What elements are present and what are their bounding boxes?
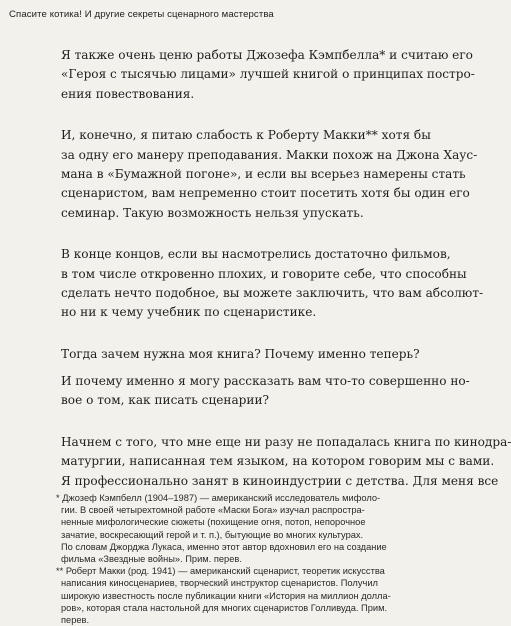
footnote	[56, 492, 387, 565]
paragraph	[61, 433, 511, 491]
text-line: В конце концов, если вы насмотрелись достаточно фильмов,	[61, 247, 451, 262]
footnote-line: зачатие, воскресающий герой и т. п.), бытующие во многих культурах.	[61, 529, 364, 540]
running-head: Спасите котика! И другие секреты сценарного мастерства	[9, 9, 274, 20]
text-line: мана в «Бумажной погоне», и если вы всерьез намерены стать	[61, 166, 466, 181]
text-line: за одну его манеру преподавания. Макки похож на Джона Хаус-	[61, 147, 478, 162]
footnote-line: перев.	[61, 615, 90, 626]
text-line: в том числе откровенно плохих, и говорите себе, что способны	[61, 266, 467, 281]
text-line: вое о том, как писать сценарии?	[61, 393, 270, 408]
footnote-line: фильма «Звездные войны». Прим. перев.	[61, 554, 242, 565]
text-line: Я также очень ценю работы Джозефа Кэмпбелла* и считаю его	[61, 48, 473, 62]
paragraph	[61, 126, 478, 223]
text-line: Начнем с того, что мне еще ни разу не попадалась книга по кинодра-	[61, 434, 511, 449]
footnote-line: написания киносценариев, творческий инструктор сценаристов. Получил	[61, 578, 378, 589]
paragraph	[61, 345, 420, 364]
body-text	[61, 46, 511, 491]
footnotes	[56, 492, 391, 626]
text-line: И почему именно я могу рассказать вам что-то совершенно но-	[61, 374, 470, 389]
footnote-line: гии. В своей четырехтомной работе «Маски Бога» изучал распростра-	[61, 505, 365, 516]
text-line: семинар. Такую возможность нельзя упускать.	[61, 205, 364, 220]
text-line: но ни к чему учебник по сценаристике.	[61, 305, 317, 320]
text-line: матургии, написанная тем языком, на котором говорим мы с вами.	[61, 454, 495, 469]
footnote-line: широкую известность после публикации книги «История на миллион долла-	[61, 590, 391, 601]
footnote	[56, 565, 391, 626]
text-line: ения повествования.	[61, 86, 195, 101]
text-line: «Героя с тысячью лицами» лучшей книгой о принципах постро-	[61, 67, 475, 82]
footnote-line: ** Роберт Макки (род. 1941) — американский сценарист, теоретик искусства	[56, 566, 385, 577]
text-line: сделать нечто подобное, вы можете заключить, что вам абсолют-	[61, 285, 484, 300]
footnote-line: * Джозеф Кэмпбелл (1904–1987) — американский исследователь мифоло-	[56, 493, 381, 503]
footnote-line: ров», которая стала настольной для многих сценаристов Голливуда. Прим.	[61, 602, 388, 613]
text-line: Я профессионально занят в киноиндустрии с детства. Для меня все	[61, 473, 499, 488]
text-line: сценаристом, вам непременно стоит посетить хотя бы один его	[61, 186, 470, 201]
paragraph	[61, 245, 484, 323]
footnote-line: По словам Джорджа Лукаса, именно этот автор вдохновил его на создание	[61, 541, 387, 552]
text-line: Тогда зачем нужна моя книга? Почему именно теперь?	[61, 346, 420, 361]
paragraph	[61, 46, 475, 104]
paragraph	[61, 372, 470, 411]
text-line: И, конечно, я питаю слабость к Роберту Макки** хотя бы	[61, 128, 431, 143]
footnote-line: ненные мифологические сюжеты (похищение огня, потоп, непорочное	[61, 517, 366, 528]
